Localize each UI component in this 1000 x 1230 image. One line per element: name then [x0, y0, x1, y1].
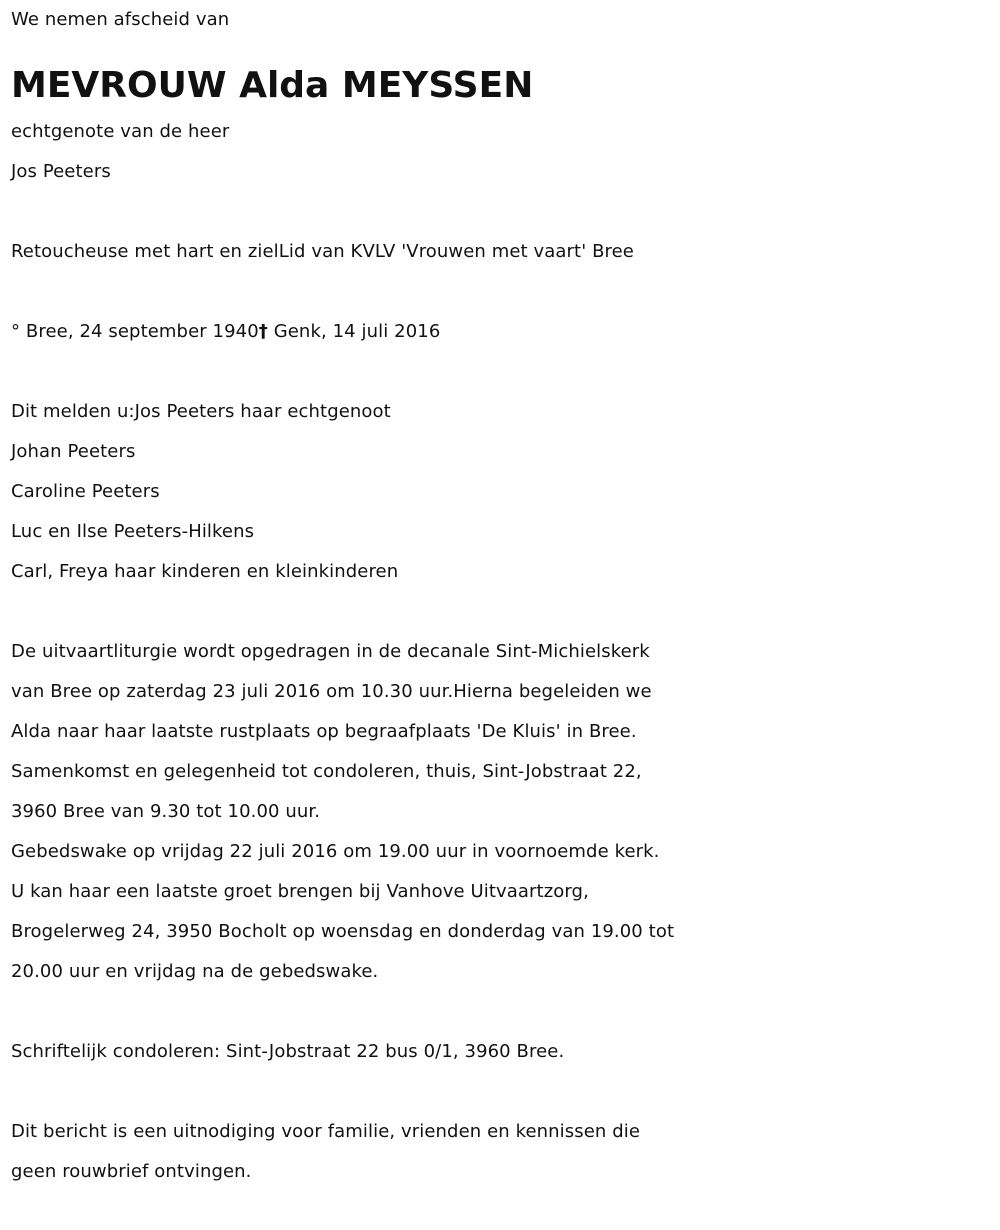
- birth-date: ° Bree, 24 september 1940: [11, 321, 259, 342]
- death-date: Genk, 14 juli 2016: [267, 321, 441, 342]
- cross-icon: †: [258, 321, 268, 342]
- family-line: Dit melden u:Jos Peeters haar echtgenoot: [11, 401, 391, 422]
- family-line: Luc en Ilse Peeters-Hilkens: [11, 521, 255, 542]
- invitation-line: geen rouwbrief ontvingen.: [11, 1161, 252, 1182]
- spouse-line-2: Jos Peeters: [11, 161, 111, 182]
- family-line: Caroline Peeters: [11, 481, 160, 502]
- obituary-notice: [11, 0, 996, 1192]
- spacer: [11, 1072, 996, 1112]
- ceremony-line: Alda naar haar laatste rustplaats op begraafplaats 'De Kluis' in Bree.: [11, 721, 637, 742]
- spouse-line-1: echtgenote van de heer: [11, 121, 230, 142]
- ceremony-line: Brogelerweg 24, 3950 Bocholt op woensdag en donderdag van 19.00 tot: [11, 921, 675, 942]
- spacer: [11, 40, 996, 60]
- spacer: [11, 352, 996, 392]
- ceremony-line: Gebedswake op vrijdag 22 juli 2016 om 19.00 uur in voornoemde kerk.: [11, 841, 660, 862]
- invitation-line: Dit bericht is een uitnodiging voor familie, vrienden en kennissen die: [11, 1121, 641, 1142]
- ceremony-line: Samenkomst en gelegenheid tot condoleren, thuis, Sint-Jobstraat 22,: [11, 761, 642, 782]
- spacer: [11, 592, 996, 632]
- ceremony-line: van Bree op zaterdag 23 juli 2016 om 10.30 uur.Hierna begeleiden we: [11, 681, 652, 702]
- dates-line: [11, 312, 996, 352]
- ceremony-line: 3960 Bree van 9.30 tot 10.00 uur.: [11, 801, 321, 822]
- family-line: Carl, Freya haar kinderen en kleinkinderen: [11, 561, 399, 582]
- ceremony-line: 20.00 uur en vrijdag na de gebedswake.: [11, 961, 379, 982]
- family-line: Johan Peeters: [11, 441, 136, 462]
- condolence-address: Schriftelijk condoleren: Sint-Jobstraat 22 bus 0/1, 3960 Bree.: [11, 1041, 565, 1062]
- ceremony-line: De uitvaartliturgie wordt opgedragen in de decanale Sint-Michielskerk: [11, 641, 650, 662]
- spacer: [11, 992, 996, 1032]
- deceased-name: MEVROUW Alda MEYSSEN: [11, 65, 534, 106]
- spacer: [11, 272, 996, 312]
- occupation-text: Retoucheuse met hart en zielLid van KVLV 'Vrouwen met vaart' Bree: [11, 241, 634, 262]
- spacer: [11, 192, 996, 232]
- ceremony-line: U kan haar een laatste groet brengen bij Vanhove Uitvaartzorg,: [11, 881, 589, 902]
- intro-text: We nemen afscheid van: [11, 9, 230, 30]
